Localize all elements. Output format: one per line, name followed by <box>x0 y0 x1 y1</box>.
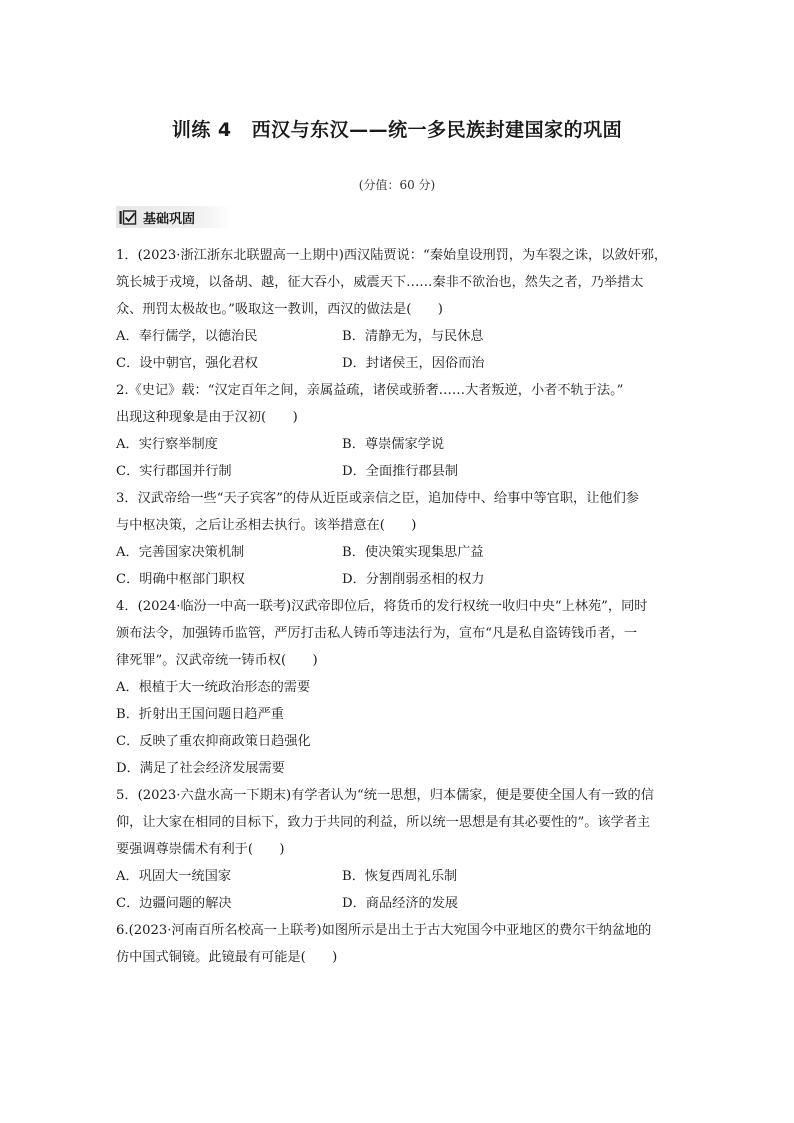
option-c: C．反映了重农抑商政策日趋强化 <box>116 734 311 749</box>
option-d: D．封诸侯王，因俗而治 <box>342 356 485 371</box>
question-text-line: 1．(2023·浙江浙东北联盟高一上期中)西汉陆贾说：“秦始皇设刑罚，为车裂之诛，以敛奸邪， <box>116 248 668 263</box>
question-text-line: 3．汉武帝给一些“天子宾客”的侍从近臣或亲信之臣，追加侍中、给事中等官职，让他们参 <box>116 491 639 506</box>
question-1 <box>116 242 682 377</box>
option-row <box>116 890 682 917</box>
question-3 <box>116 485 682 593</box>
option-a: A．奉行儒学，以德治民 <box>116 329 258 344</box>
option-c: C．明确中枢部门职权 <box>116 572 245 587</box>
question-text-line: 2.《史记》载：“汉定百年之间，亲属益疏，诸侯或骄奢……大者叛逆，小者不轨于法。” <box>116 383 624 398</box>
option-d: D．全面推行郡县制 <box>342 464 459 479</box>
question-2 <box>116 377 682 485</box>
option-c: C．设中朝官，强化君权 <box>116 356 258 371</box>
option-row <box>116 539 682 566</box>
option-c: C．实行郡国并行制 <box>116 464 232 479</box>
option-row <box>116 323 682 350</box>
question-text-line: 筑长城于戎境，以备胡、越，征大吞小，威震天下……秦非不欲治也，然失之者，乃举措太 <box>116 275 644 290</box>
question-4 <box>116 593 682 782</box>
option-b: B．使决策实现集思广益 <box>342 545 484 560</box>
option-row <box>116 863 682 890</box>
question-list <box>116 242 682 971</box>
option-row <box>116 566 682 593</box>
option-b: B．恢复西周礼乐制 <box>342 869 458 884</box>
option-b: B．折射出王国问题日趋严重 <box>116 707 284 722</box>
page-title <box>0 115 794 142</box>
option-row <box>116 431 682 458</box>
option-c: C．边疆问题的解决 <box>116 896 232 911</box>
question-5 <box>116 782 682 917</box>
question-text-line: 律死罪”。汉武帝统一铸币权( ) <box>116 653 318 668</box>
question-text-line: 6.(2023·河南百所名校高一上联考)如图所示是出土于古大宛国今中亚地区的费尔干纳盆地的 <box>116 923 652 938</box>
option-a: A．完善国家决策机制 <box>116 545 245 560</box>
question-text-line: 5．(2023·六盘水高一下期末)有学者认为“统一思想，归本儒家，便是要使全国人有一致的信 <box>116 788 654 803</box>
option-row <box>116 350 682 377</box>
question-text-line: 仿中国式铜镜。此镜最有可能是( ) <box>116 950 338 965</box>
option-a: A．巩固大一统国家 <box>116 869 232 884</box>
option-a: A．根植于大一统政治形态的需要 <box>116 680 311 695</box>
option-d: D．分割削弱丞相的权力 <box>342 572 485 587</box>
question-text-line: 仰，让大家在相同的目标下，致力于共同的利益，所以统一思想是有其必要性的”。该学者主 <box>116 815 651 830</box>
option-d: D．满足了社会经济发展需要 <box>116 761 285 776</box>
checklist-icon <box>119 210 137 225</box>
question-text-line: 出现这种现象是由于汉初( ) <box>116 410 298 425</box>
option-row <box>116 458 682 485</box>
question-text-line: 4．(2024·临汾一中高一联考)汉武帝即位后，将货币的发行权统一收归中央“上林苑”，同时 <box>116 599 648 614</box>
title-lesson-name: 西汉与东汉——统一多民族封建国家的巩固 <box>251 119 623 141</box>
option-b: B．清静无为，与民休息 <box>342 329 484 344</box>
question-text-line: 要强调尊崇儒术有利于( ) <box>116 842 285 857</box>
question-text-line: 众、刑罚太极故也。”吸取这一教训，西汉的做法是( ) <box>116 302 443 317</box>
question-text-line: 颁布法令，加强铸币监管，严厉打击私人铸币等违法行为，宣布“凡是私自盗铸钱币者，一 <box>116 626 638 641</box>
section-label: 基础巩固 <box>143 211 196 227</box>
option-d: D．商品经济的发展 <box>342 896 459 911</box>
title-lesson-number: 训练 4 <box>171 119 232 141</box>
option-a: A．实行察举制度 <box>116 437 218 452</box>
question-6 <box>116 917 682 971</box>
score-note: (分值：60 分) <box>358 178 436 192</box>
section-header <box>116 206 232 228</box>
option-b: B．尊崇儒家学说 <box>342 437 445 452</box>
question-text-line: 与中枢决策，之后让丞相去执行。该举措意在( ) <box>116 518 417 533</box>
